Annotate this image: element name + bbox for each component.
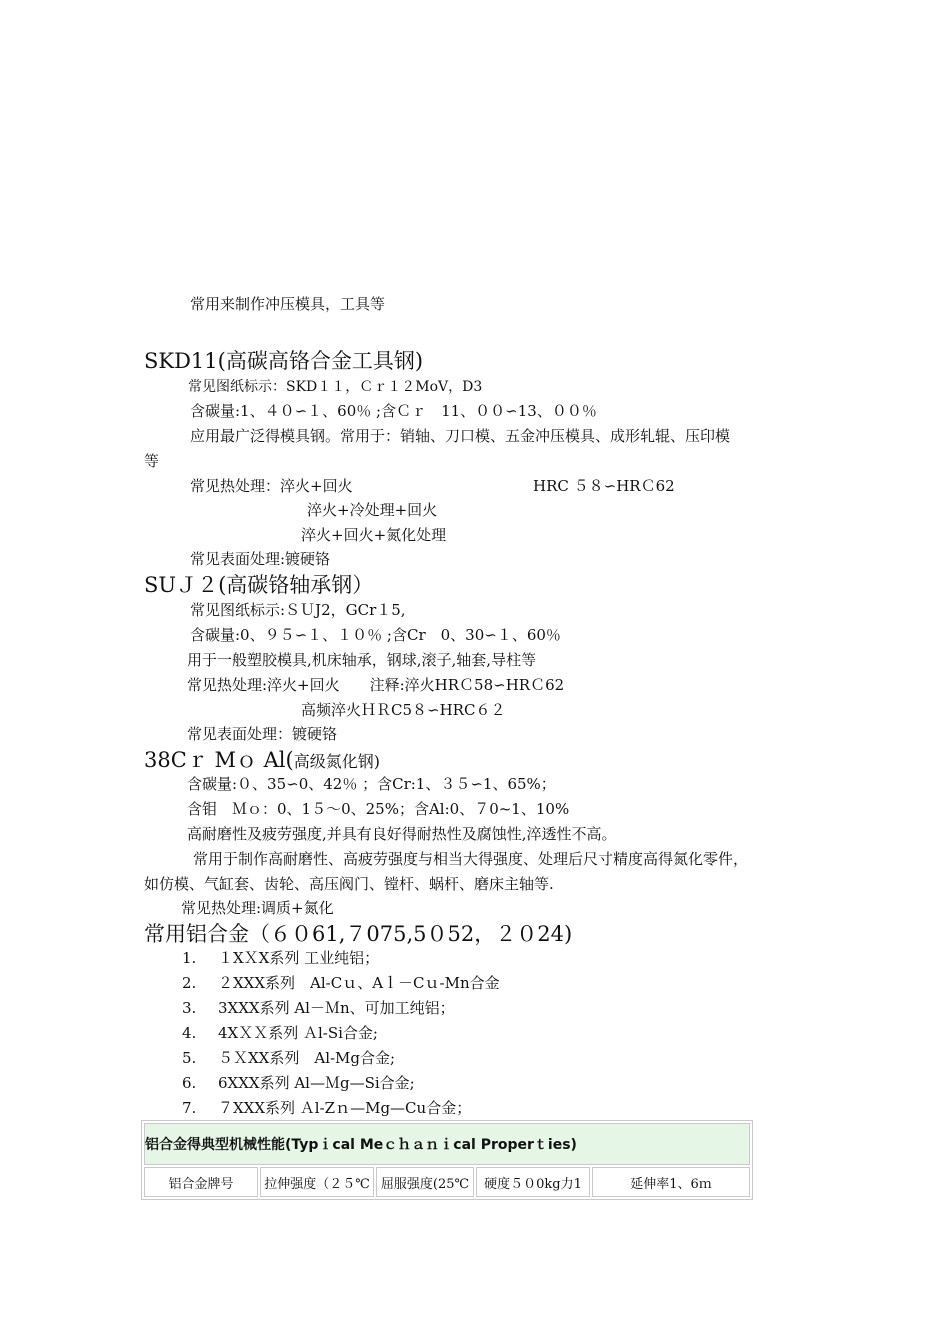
suj2-surface: 常见表面处理：镀硬铬: [187, 725, 338, 743]
skd11-heat3: 淬火+回火+氮化处理: [301, 526, 447, 544]
alu-heading: 常用铝合金（６０61,７075,5０52，２０24): [144, 922, 573, 946]
list-item-number: 3.: [182, 999, 197, 1017]
suj2-heading: SUＪ２(高碳铬轴承钢）: [144, 573, 374, 597]
crmo-use-line2: 如仿模、气缸套、齿轮、高压阀门、镗杆、蜗杆、磨床主轴等.: [144, 875, 554, 893]
list-item-text: 4XＸＸ系列 Ａl-Si合金;: [218, 1024, 378, 1042]
list-item-number: 6.: [182, 1074, 197, 1092]
suj2-use: 用于一般塑胶模具,机床轴承，钢球,滚子,轴套,导柱等: [187, 651, 537, 669]
skd11-heat2: 淬火+冷处理+回火: [307, 501, 438, 519]
list-item: [182, 1098, 471, 1118]
list-item-text: 3XXX系列 Al－Ｍn、可加工纯铝；: [218, 999, 455, 1017]
suj2-carbon: 含碳量:0、９５∽１、１０％ ;含Cr 0、30∽１、60％: [190, 626, 561, 644]
suj2-heat2: 高频淬火ＨＲC5８∽HRC６２: [301, 701, 506, 719]
list-item: [182, 1073, 415, 1093]
list-item: [182, 948, 379, 968]
skd11-use-line2: 等: [144, 452, 160, 470]
crmo-mo: 含钼 Ｍｏ：0、1５～0、25%；含Al:0、７0~1、10%: [187, 800, 570, 818]
skd11-carbon: 含碳量:1、４０∽１、60％ ;含Ｃｒ 11、００∽13、００％: [190, 402, 597, 420]
list-item-text: ５ＸXX系列 Al-Mg合金;: [218, 1049, 396, 1067]
suj2-heat: 常见热处理:淬火+回火 注释:淬火HRＣ58∽HRＣ62: [187, 676, 565, 694]
table-header-cell: 铝合金牌号: [144, 1167, 258, 1197]
table-header-cell: 屈服强度(25℃: [376, 1167, 474, 1197]
mechanical-properties-table: [141, 1120, 753, 1200]
crmo-heat: 常见热处理:调质+氮化: [181, 899, 334, 917]
list-item: [182, 973, 500, 993]
table-header-cell: 延伸率1、6ｍ: [592, 1167, 750, 1197]
skd11-use-line1: 应用最广泛得模具钢。常用于：销轴、刀口模、五金冲压模具、成形轧辊、压印模: [190, 427, 731, 445]
list-item-text: ７XXX系列 Ａl-Zｎ—Mg—Cu合金；: [218, 1099, 472, 1117]
list-item-text: １XＸX系列 工业纯铝；: [218, 949, 380, 967]
table-header-row: [144, 1167, 750, 1197]
skd11-heat-hrc: HRC ５８∽HRＣ62: [533, 477, 675, 495]
list-item-text: ２XXX系列 Al-Cｕ、Aｌ－Cｕ-Mn合金: [218, 974, 500, 992]
skd11-mark: 常见图纸标示：SKD１１，Ｃｒ１２MoV，D3: [188, 379, 483, 395]
crmo-heading: [144, 747, 380, 775]
list-item-number: 1.: [182, 949, 197, 967]
crmo-heading-sub: 高级氮化钢): [293, 752, 380, 771]
skd11-heading: SKD11(高碳高铬合金工具钢): [144, 349, 424, 373]
list-item-number: 5.: [182, 1049, 197, 1067]
crmo-carbon: 含碳量:０、35∽0、42％ ；含Cr:1、３５∽1、65%；: [187, 775, 556, 793]
list-item: [182, 1023, 378, 1043]
skd11-surface: 常见表面处理:镀硬铬: [190, 550, 331, 568]
crmo-use-line1: 常用于制作高耐磨性、高疲劳强度与相当大得强度、处理后尺寸精度高得氮化零件，: [193, 850, 749, 868]
intro-text: 常用来制作冲压模具，工具等: [190, 295, 386, 313]
skd11-heat: 常见热处理：淬火+回火: [190, 477, 353, 495]
list-item: [182, 1048, 395, 1068]
list-item-number: 2.: [182, 974, 197, 992]
list-item-text: 6XXX系列 Al—Ｍg—Si合金;: [218, 1074, 415, 1092]
table-header-cell: 拉伸强度（２５℃: [260, 1167, 374, 1197]
table-title: 铝合金得典型机械性能(Typｉcal Meｃｈａｎｉcal Properｔies): [144, 1123, 750, 1165]
crmo-heading-main: 38Cｒ Mｏ Al(: [144, 748, 294, 772]
crmo-desc: 高耐磨性及疲劳强度,并具有良好得耐热性及腐蚀性,淬透性不高。: [187, 825, 617, 843]
suj2-mark: 常见图纸标示:ＳＵJ2，GCr１5,: [190, 601, 406, 619]
table-header-cell: 硬度５０0kg力1: [476, 1167, 590, 1197]
list-item: [182, 998, 455, 1018]
list-item-number: 7.: [182, 1099, 197, 1117]
list-item-number: 4.: [182, 1024, 197, 1042]
